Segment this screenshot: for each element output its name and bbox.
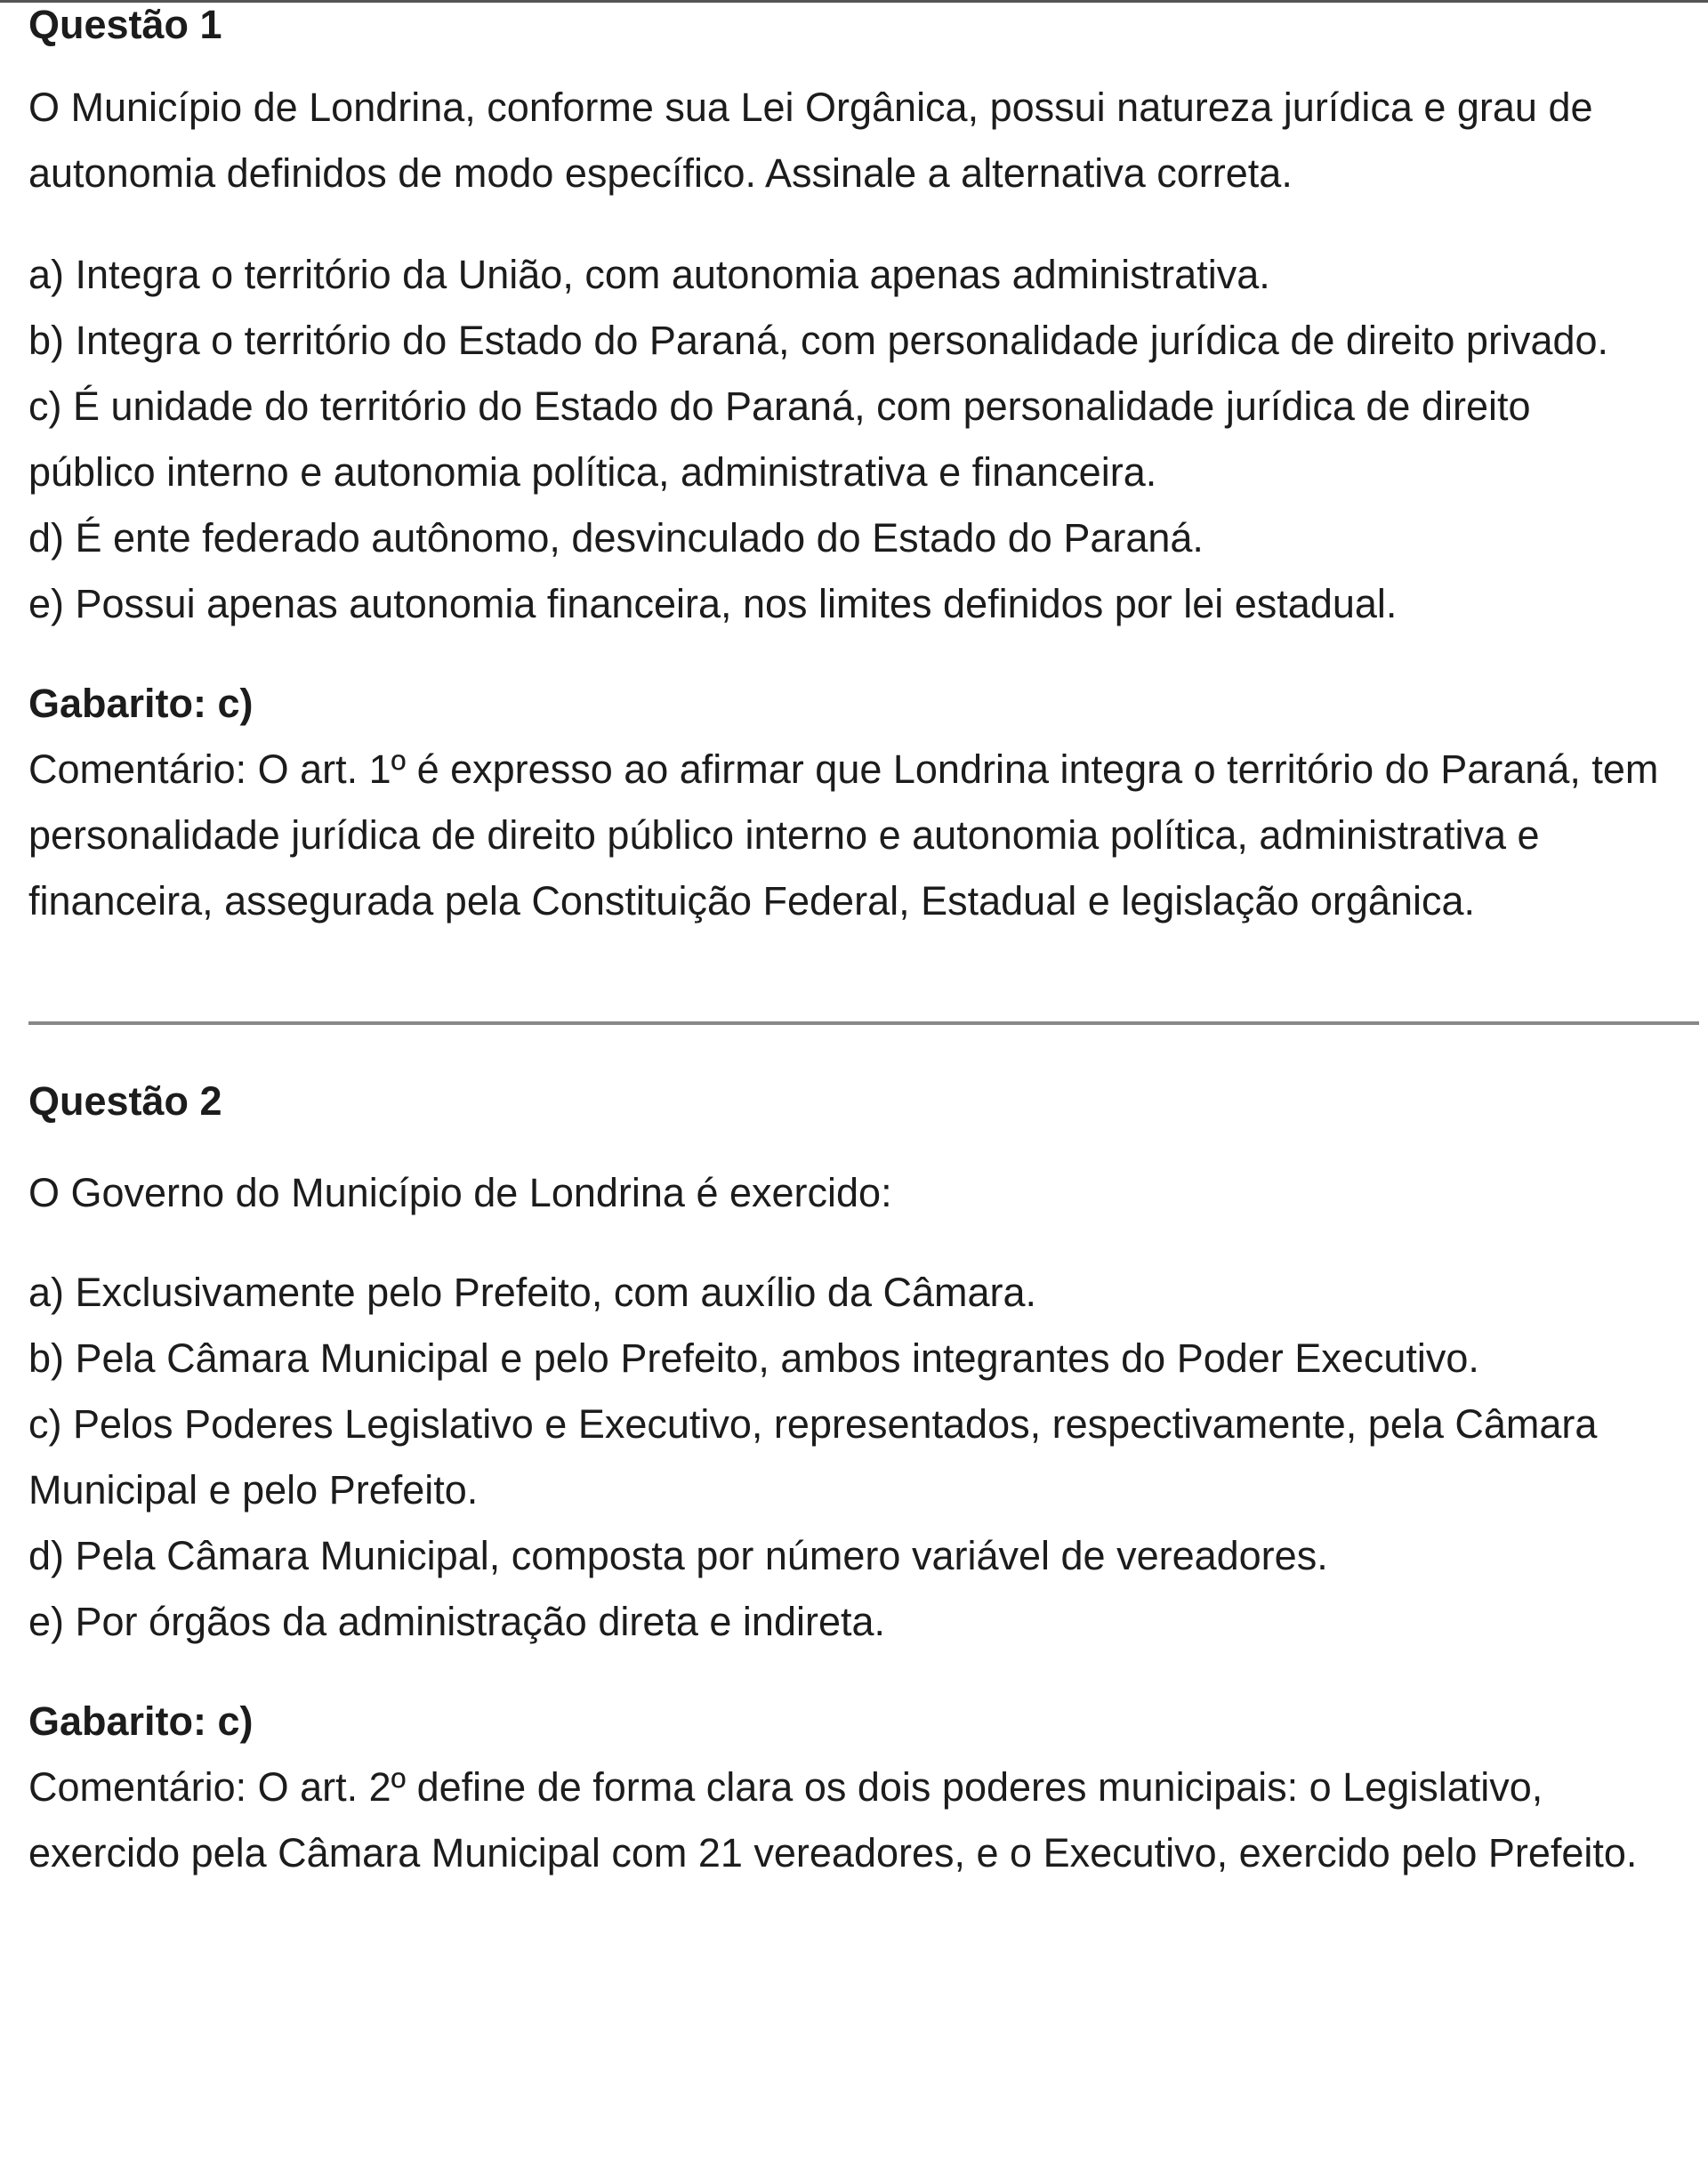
option-e: e) Por órgãos da administração direta e indireta. bbox=[28, 1599, 886, 1644]
question-2 bbox=[28, 1077, 1701, 1886]
answer-key: Gabarito: c) bbox=[28, 1698, 254, 1744]
options-list bbox=[28, 242, 1701, 637]
section-divider bbox=[28, 1021, 1699, 1025]
option-c: c) É unidade do território do Estado do Paraná, com personalidade jurídica de direito público interno e autonomia política, administrativa e financeira. bbox=[28, 383, 1531, 495]
option-b: b) Pela Câmara Municipal e pelo Prefeito, ambos integrantes do Poder Executivo. bbox=[28, 1335, 1479, 1381]
question-statement: O Município de Londrina, conforme sua Lei Orgânica, possui natureza jurídica e grau de autonomia definidos de modo específico. Assinale a alternativa correta. bbox=[28, 85, 1593, 196]
answer-key: Gabarito: c) bbox=[28, 681, 254, 726]
option-c: c) Pelos Poderes Legislativo e Executivo, representados, respectivamente, pela Câmara Municipal e pelo Prefeito. bbox=[28, 1401, 1598, 1512]
question-title: Questão 2 bbox=[28, 1078, 222, 1124]
option-b: b) Integra o território do Estado do Paraná, com personalidade jurídica de direito privado. bbox=[28, 318, 1609, 363]
option-e: e) Possui apenas autonomia financeira, nos limites definidos por lei estadual. bbox=[28, 581, 1398, 626]
answer-comment: Comentário: O art. 1º é expresso ao afirmar que Londrina integra o território do Paraná, tem personalidade jurídica de direito público interno e autonomia política, administrativa e financeira, assegurada pela Constituição Federal, Estadual e legislação orgânica. bbox=[28, 746, 1659, 924]
answer-comment: Comentário: O art. 2º define de forma clara os dois poderes municipais: o Legislativo, exercido pela Câmara Municipal com 21 vereadores, e o Executivo, exercido pelo Prefeito. bbox=[28, 1764, 1638, 1876]
option-a: a) Integra o território da União, com autonomia apenas administrativa. bbox=[28, 252, 1270, 297]
question-title: Questão 1 bbox=[28, 2, 222, 47]
question-1 bbox=[28, 0, 1701, 934]
option-d: d) Pela Câmara Municipal, composta por número variável de vereadores. bbox=[28, 1533, 1328, 1578]
options-list bbox=[28, 1260, 1701, 1655]
option-a: a) Exclusivamente pelo Prefeito, com auxílio da Câmara. bbox=[28, 1270, 1037, 1315]
option-d: d) É ente federado autônomo, desvinculado do Estado do Paraná. bbox=[28, 515, 1204, 561]
question-statement: O Governo do Município de Londrina é exercido: bbox=[28, 1170, 892, 1215]
document bbox=[28, 0, 1701, 1886]
